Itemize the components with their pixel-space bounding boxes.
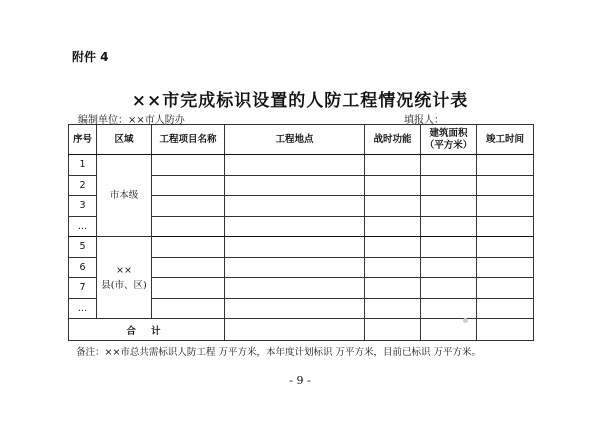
attachment-label: 附件 4 [72, 50, 109, 64]
compiler-unit: 编制单位：××市人防办 [78, 115, 185, 126]
cell-wartime-function[interactable] [365, 298, 421, 319]
cell-completion-time[interactable] [477, 257, 534, 278]
cell-area[interactable] [421, 155, 477, 176]
row-seq: 7 [69, 278, 97, 299]
total-area[interactable] [421, 319, 477, 341]
cell-completion-time[interactable] [477, 196, 534, 217]
cell-area[interactable] [421, 257, 477, 278]
cell-location[interactable] [225, 196, 365, 217]
row-seq: 6 [69, 257, 97, 278]
cell-area[interactable] [421, 237, 477, 258]
statistics-table [68, 124, 534, 341]
cell-wartime-function[interactable] [365, 278, 421, 299]
cell-completion-time[interactable] [477, 216, 534, 237]
header-project-name: 工程项目名称 [152, 125, 225, 155]
cell-project-name[interactable] [152, 196, 225, 217]
cell-area[interactable] [421, 175, 477, 196]
cell-completion-time[interactable] [477, 278, 534, 299]
total-label: 合 计 [69, 319, 225, 341]
cell-wartime-function[interactable] [365, 257, 421, 278]
header-wartime-function: 战时功能 [365, 125, 421, 155]
header-region: 区域 [97, 125, 152, 155]
region-county-line1: ×× [116, 264, 132, 276]
header-location: 工程地点 [225, 125, 365, 155]
cell-completion-time[interactable] [477, 175, 534, 196]
cell-wartime-function[interactable] [365, 196, 421, 217]
header-seq: 序号 [69, 125, 97, 155]
cell-location[interactable] [225, 155, 365, 176]
cell-location[interactable] [225, 175, 365, 196]
page-number: - 9 - [289, 374, 311, 387]
header-row [69, 125, 534, 155]
row-seq: … [69, 216, 97, 237]
cell-wartime-function[interactable] [365, 175, 421, 196]
total-location[interactable] [225, 319, 365, 341]
cell-wartime-function[interactable] [365, 237, 421, 258]
filler-label: 填报人： [404, 115, 444, 126]
cell-location[interactable] [225, 237, 365, 258]
region-cell-city: 市本级 [97, 155, 152, 237]
cell-project-name[interactable] [152, 278, 225, 299]
cell-area[interactable] [421, 278, 477, 299]
cell-area[interactable] [421, 216, 477, 237]
header-area-line1: 建筑面积 [429, 127, 468, 139]
cell-project-name[interactable] [152, 175, 225, 196]
table-row [69, 237, 534, 258]
cell-location[interactable] [225, 278, 365, 299]
header-area [421, 125, 477, 155]
cell-location[interactable] [225, 257, 365, 278]
cell-location[interactable] [225, 216, 365, 237]
scan-mark [463, 318, 468, 323]
cell-location[interactable] [225, 298, 365, 319]
page-title: ××市完成标识设置的人防工程情况统计表 [131, 91, 469, 111]
total-completion-time[interactable] [477, 319, 534, 341]
cell-project-name[interactable] [152, 298, 225, 319]
region-cell-county [97, 237, 152, 319]
header-completion-time: 竣工时间 [477, 125, 534, 155]
header-area-line2: （平方米） [424, 139, 473, 151]
cell-area[interactable] [421, 298, 477, 319]
total-wartime-function[interactable] [365, 319, 421, 341]
row-seq: 1 [69, 155, 97, 176]
cell-project-name[interactable] [152, 257, 225, 278]
row-seq: 5 [69, 237, 97, 258]
cell-completion-time[interactable] [477, 237, 534, 258]
note-text: 备注：××市总共需标识人防工程 万平方米，本年度计划标识 万平方米，目前已标识 万平方米。 [76, 347, 481, 358]
cell-project-name[interactable] [152, 155, 225, 176]
cell-completion-time[interactable] [477, 155, 534, 176]
cell-wartime-function[interactable] [365, 216, 421, 237]
row-seq: 2 [69, 175, 97, 196]
cell-project-name[interactable] [152, 237, 225, 258]
region-county-line2: 县(市、区) [101, 279, 147, 291]
row-seq: … [69, 298, 97, 319]
cell-completion-time[interactable] [477, 298, 534, 319]
table-row [69, 155, 534, 176]
cell-area[interactable] [421, 196, 477, 217]
cell-project-name[interactable] [152, 216, 225, 237]
row-seq: 3 [69, 196, 97, 217]
cell-wartime-function[interactable] [365, 155, 421, 176]
